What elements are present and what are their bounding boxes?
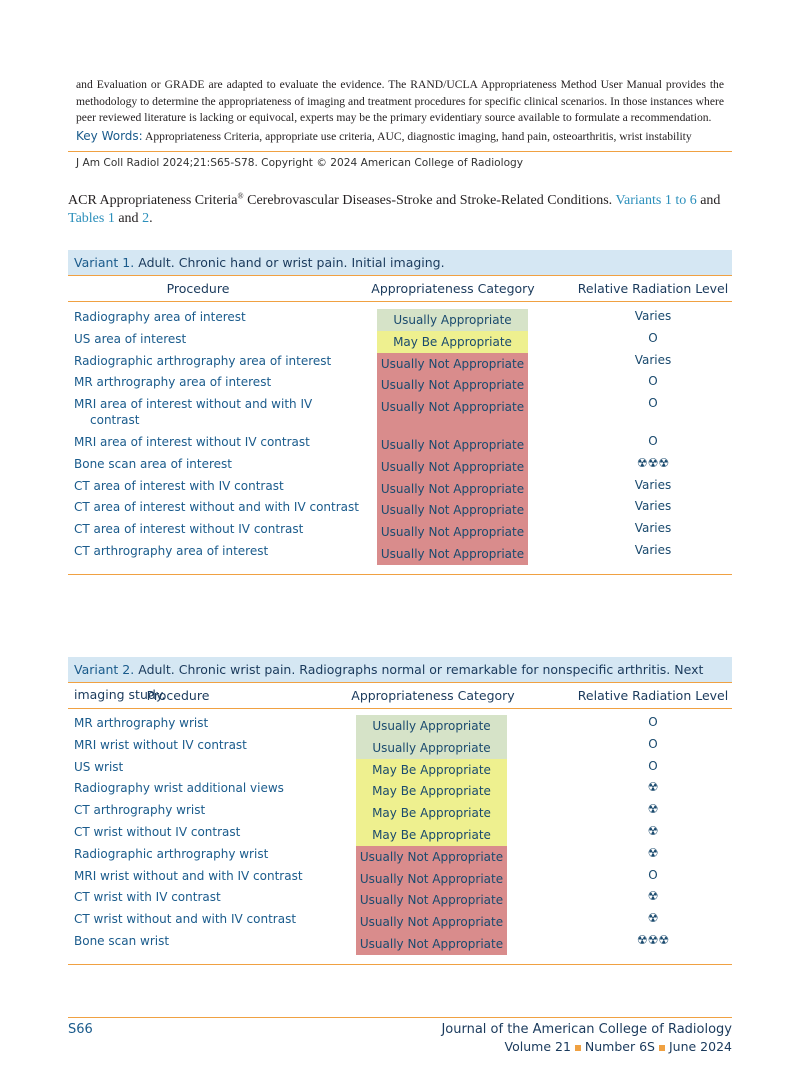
procedure-cell (74, 499, 359, 515)
table-row (68, 933, 732, 955)
table-row (68, 434, 732, 456)
radiation-cell: O (648, 434, 658, 448)
procedure-cell (74, 933, 169, 949)
procedure-cell (74, 737, 247, 753)
page-number: S66 (68, 1022, 93, 1037)
radiation-cell: Varies (634, 521, 672, 536)
procedure-cell (74, 759, 123, 775)
procedure-cell (74, 478, 284, 494)
variant-2-column-headers (68, 683, 732, 709)
table-row (68, 396, 732, 434)
radiation-cell: ☢☢☢ (636, 455, 670, 470)
radiation-cell: Varies (634, 309, 672, 323)
procedure-name: CT wrist without IV contrast (74, 825, 241, 839)
issue-number: Number 6S (584, 1039, 655, 1054)
procedure-name: US area of interest (74, 331, 187, 346)
procedure-cell (74, 456, 232, 472)
procedure-cell (74, 780, 284, 796)
column-procedure: Procedure (166, 281, 230, 296)
footer-divider (68, 1017, 732, 1018)
procedure-cell (74, 868, 303, 884)
radiation-cell: Varies (634, 543, 672, 557)
table-row (68, 499, 732, 521)
procedure-name: MRI area of interest without and with IV (74, 397, 313, 412)
radiation-cell: O (648, 396, 658, 411)
procedure-name: CT area of interest with IV contrast (74, 478, 284, 493)
procedure-name: MR arthrography area of interest (74, 375, 272, 390)
procedure-cell (74, 353, 331, 369)
procedure-name: Radiography wrist additional views (74, 781, 284, 796)
procedure-cell (74, 331, 186, 347)
procedure-name: MRI area of interest without IV contrast (74, 435, 310, 449)
category-cell: Usually Not Appropriate (377, 478, 528, 500)
radiation-cell: O (648, 715, 658, 729)
procedure-name: Radiographic arthrography area of interest (74, 353, 332, 368)
table-row (68, 759, 732, 781)
procedure-name: MRI wrist without IV contrast (74, 737, 247, 752)
table-row (68, 868, 732, 890)
variant-1-description: Adult. Chronic hand or wrist pain. Initial imaging. (138, 255, 445, 270)
table-row (68, 478, 732, 500)
intro-text-3: and (696, 193, 721, 208)
category-cell: Usually Not Appropriate (377, 374, 528, 396)
table-row (68, 374, 732, 396)
table-row (68, 353, 732, 375)
radiation-cell: ☢ (647, 802, 659, 817)
procedure-name: CT area of interest without IV contrast (74, 522, 304, 537)
procedure-name-continued: contrast (90, 413, 140, 428)
keywords-list: Appropriateness Criteria, appropriate use criteria, AUC, diagnostic imaging, hand pain, osteoarthritis, wrist instability (144, 130, 692, 143)
category-cell: Usually Appropriate (377, 309, 528, 331)
intro-paragraph (68, 192, 732, 228)
keywords (76, 128, 736, 145)
table-row (68, 737, 732, 759)
variant-2-table (68, 657, 732, 951)
citation: J Am Coll Radiol 2024;21:S65-S78. Copyright © 2024 American College of Radiology (76, 157, 524, 169)
procedure-cell (74, 309, 246, 325)
registered-mark: ® (237, 191, 244, 201)
procedure-cell (74, 374, 271, 390)
radiation-cell: ☢ (647, 780, 659, 795)
radiation-cell: Varies (634, 499, 672, 514)
procedure-cell (74, 543, 268, 559)
divider (68, 151, 732, 152)
table-bottom-rule (68, 574, 732, 575)
procedure-name: CT wrist with IV contrast (74, 890, 221, 905)
issue-date: June 2024 (668, 1039, 732, 1054)
abstract-text: and Evaluation or GRADE are adapted to evaluate the evidence. The RAND/UCLA Appropriateness Method User Manual provides the methodology to determine the appropriateness of imaging and treatment procedures for specific clinical scenarios. In those instances where peer reviewed literature is lacking or equivocal, experts may be the primary evidentiary source available to formulate a recommendation. (76, 78, 724, 124)
separator-square (575, 1045, 581, 1051)
intro-text-4: and (114, 211, 143, 226)
category-cell: Usually Not Appropriate (377, 434, 528, 456)
table-2-link[interactable]: 2 (142, 211, 150, 226)
procedure-name: Radiographic arthrography wrist (74, 846, 269, 861)
table-row (68, 911, 732, 933)
radiation-cell: O (648, 330, 658, 345)
category-cell: Usually Not Appropriate (377, 543, 528, 565)
radiation-cell: O (648, 374, 658, 389)
volume-info (505, 1039, 732, 1054)
procedure-cell (74, 824, 240, 840)
radiation-cell: ☢ (647, 911, 659, 926)
procedure-name: MR arthrography wrist (74, 716, 209, 730)
table-row (68, 331, 732, 353)
variant-1-header (68, 250, 732, 276)
procedure-cell (74, 396, 312, 428)
tables-link[interactable]: Tables 1 (68, 211, 115, 226)
category-cell: Usually Appropriate (356, 715, 507, 737)
procedure-name: CT arthrography wrist (74, 803, 206, 818)
column-category: Appropriateness Category (351, 688, 515, 703)
separator-square (659, 1045, 665, 1051)
radiation-cell: Varies (634, 477, 672, 492)
category-cell: Usually Not Appropriate (356, 933, 507, 955)
procedure-name: US wrist (74, 759, 124, 774)
volume: Volume 21 (504, 1039, 571, 1054)
column-procedure: Procedure (146, 688, 210, 703)
table-bottom-rule (68, 964, 732, 965)
intro-text-5: . (149, 211, 153, 226)
variant-2-name: Variant 2. (74, 662, 135, 677)
category-cell: Usually Not Appropriate (356, 889, 507, 911)
procedure-cell (74, 802, 205, 818)
procedure-name: Radiography area of interest (74, 310, 246, 324)
procedure-name: Bone scan wrist (74, 934, 170, 948)
procedure-name: MRI wrist without and with IV contrast (74, 868, 303, 883)
variant-2-description: Adult. Chronic wrist pain. Radiographs normal or remarkable for nonspecific arthritis. Next imaging study. (74, 662, 704, 702)
category-cell: Usually Not Appropriate (377, 521, 528, 543)
procedure-name: CT arthrography area of interest (74, 544, 269, 558)
table-row (68, 521, 732, 543)
table-row (68, 456, 732, 478)
keywords-label: Key Words: (76, 129, 143, 143)
radiation-cell: ☢ (647, 845, 659, 860)
radiation-cell: O (648, 736, 658, 751)
table-row (68, 715, 732, 737)
column-radiation: Relative Radiation Level (577, 281, 729, 296)
category-cell: Usually Appropriate (356, 737, 507, 759)
procedure-cell (74, 434, 310, 450)
procedure-cell (74, 889, 221, 905)
radiation-cell: ☢☢☢ (636, 933, 670, 947)
procedure-cell (74, 715, 208, 731)
procedure-name: CT area of interest without and with IV contrast (74, 500, 359, 515)
column-category: Appropriateness Category (371, 281, 535, 296)
radiation-cell: ☢ (647, 889, 659, 904)
variant-1-table (68, 250, 732, 561)
table-row (68, 824, 732, 846)
category-cell: Usually Not Appropriate (356, 868, 507, 890)
variants-link[interactable]: Variants 1 to 6 (615, 193, 697, 208)
table-row (68, 543, 732, 565)
radiation-cell: ☢ (647, 824, 659, 838)
radiation-cell: Varies (634, 352, 672, 367)
category-cell: May Be Appropriate (356, 780, 507, 802)
procedure-cell (74, 521, 303, 537)
table-row (68, 802, 732, 824)
table-row (68, 889, 732, 911)
radiation-cell: O (648, 867, 658, 882)
category-cell: May Be Appropriate (356, 824, 507, 846)
variant-1-name: Variant 1. (74, 255, 135, 270)
procedure-cell (74, 846, 268, 862)
column-radiation: Relative Radiation Level (577, 688, 729, 703)
intro-text-1: ACR Appropriateness Criteria (68, 193, 238, 208)
category-cell: Usually Not Appropriate (356, 846, 507, 868)
intro-text-2: Cerebrovascular Diseases-Stroke and Stroke-Related Conditions. (243, 193, 616, 208)
table-row (68, 846, 732, 868)
table-row (68, 780, 732, 802)
category-cell: Usually Not Appropriate (377, 396, 528, 434)
category-cell: May Be Appropriate (356, 802, 507, 824)
procedure-cell (74, 911, 296, 927)
radiation-cell: O (648, 758, 658, 773)
category-cell: May Be Appropriate (356, 759, 507, 781)
category-cell: Usually Not Appropriate (377, 499, 528, 521)
procedure-name: CT wrist without and with IV contrast (74, 912, 297, 927)
category-cell: Usually Not Appropriate (356, 911, 507, 933)
variant-1-column-headers (68, 276, 732, 302)
procedure-name: Bone scan area of interest (74, 456, 232, 471)
category-cell: May Be Appropriate (377, 331, 528, 353)
journal-name: Journal of the American College of Radiology (441, 1022, 732, 1037)
table-row (68, 309, 732, 331)
category-cell: Usually Not Appropriate (377, 353, 528, 375)
category-cell: Usually Not Appropriate (377, 456, 528, 478)
